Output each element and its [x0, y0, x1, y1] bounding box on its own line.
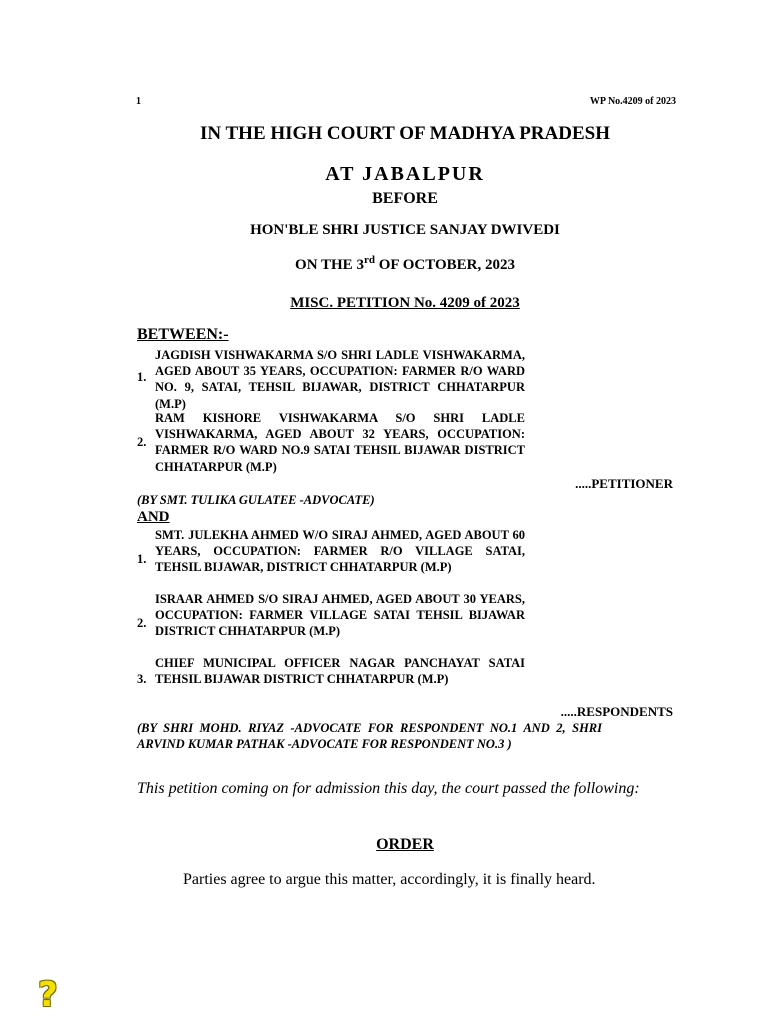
respondent-1-number: 1. — [137, 552, 147, 566]
respondent-role: .....RESPONDENTS — [560, 704, 673, 719]
petitioner-1 — [137, 347, 525, 412]
respondent-1-text: SMT. JULEKHA AHMED W/O SIRAJ AHMED, AGED ABOUT 60 YEARS, OCCUPATION: FARMER R/O VILLAGE SATAI, TEHSIL BIJAWAR, DISTRICT CHHATARPUR (M.P) — [155, 528, 525, 575]
case-reference: WP No.4209 of 2023 — [589, 96, 676, 107]
help-icon[interactable]: ? — [38, 975, 58, 1015]
court-title: IN THE HIGH COURT OF MADHYA PRADESH — [199, 123, 610, 144]
petitioner-role: .....PETITIONER — [575, 476, 673, 491]
respondent-2-text: ISRAAR AHMED S/O SIRAJ AHMED, AGED ABOUT 30 YEARS, OCCUPATION: FARMER VILLAGE SATAI TEHSIL BIJAWAR DISTRICT CHHATARPUR (M.P) — [155, 592, 525, 639]
petitioner-1-number: 1. — [137, 370, 147, 384]
petition-number: MISC. PETITION No. 4209 of 2023 — [290, 295, 520, 311]
date-suffix: OF OCTOBER, 2023 — [374, 257, 515, 273]
order-heading: ORDER — [376, 836, 434, 853]
respondent-3-text: CHIEF MUNICIPAL OFFICER NAGAR PANCHAYAT SATAI TEHSIL BIJAWAR DISTRICT CHHATARPUR (M.P) — [155, 656, 525, 687]
petitioner-2 — [137, 410, 525, 475]
between-label: BETWEEN:- — [137, 326, 229, 343]
respondent-2 — [137, 591, 525, 640]
respondent-3 — [137, 655, 525, 687]
intro-paragraph: This petition coming on for admission this day, the court passed the following: — [137, 780, 640, 797]
petitioner-counsel: (BY SMT. TULIKA GULATEE -ADVOCATE) — [137, 493, 375, 507]
page-number: 1 — [136, 96, 141, 107]
court-place: AT JABALPUR — [325, 163, 485, 185]
petitioner-1-text: JAGDISH VISHWAKARMA S/O SHRI LADLE VISHWAKARMA, AGED ABOUT 35 YEARS, OCCUPATION: FARMER R/O WARD NO. 9, SATAI, TEHSIL BIJAWAR, DISTRICT CHHATARPUR (M.P) — [155, 348, 525, 411]
before-label: BEFORE — [372, 190, 438, 207]
respondent-1 — [137, 527, 525, 576]
order-text: Parties agree to argue this matter, accordingly, it is finally heard. — [183, 871, 596, 888]
order-date — [0, 254, 768, 274]
and-label: AND — [137, 509, 170, 525]
justice-name: HON'BLE SHRI JUSTICE SANJAY DWIVEDI — [250, 222, 560, 238]
respondent-counsel: (BY SHRI MOHD. RIYAZ -ADVOCATE FOR RESPONDENT NO.1 AND 2, SHRI ARVIND KUMAR PATHAK -ADVOCATE FOR RESPONDENT NO.3 ) — [137, 721, 602, 752]
date-prefix: ON THE 3 — [295, 257, 364, 273]
date-ordinal: rd — [363, 254, 375, 266]
respondent-2-number: 2. — [137, 616, 147, 630]
petitioner-2-text: RAM KISHORE VISHWAKARMA S/O SHRI LADLE VISHWAKARMA, AGED ABOUT 32 YEARS, OCCUPATION: FARMER R/O WARD NO.9 SATAI TEHSIL BIJAWAR DISTRICT CHHATARPUR (M.P) — [155, 411, 525, 474]
respondent-3-number: 3. — [137, 672, 147, 686]
petitioner-2-number: 2. — [137, 435, 147, 449]
